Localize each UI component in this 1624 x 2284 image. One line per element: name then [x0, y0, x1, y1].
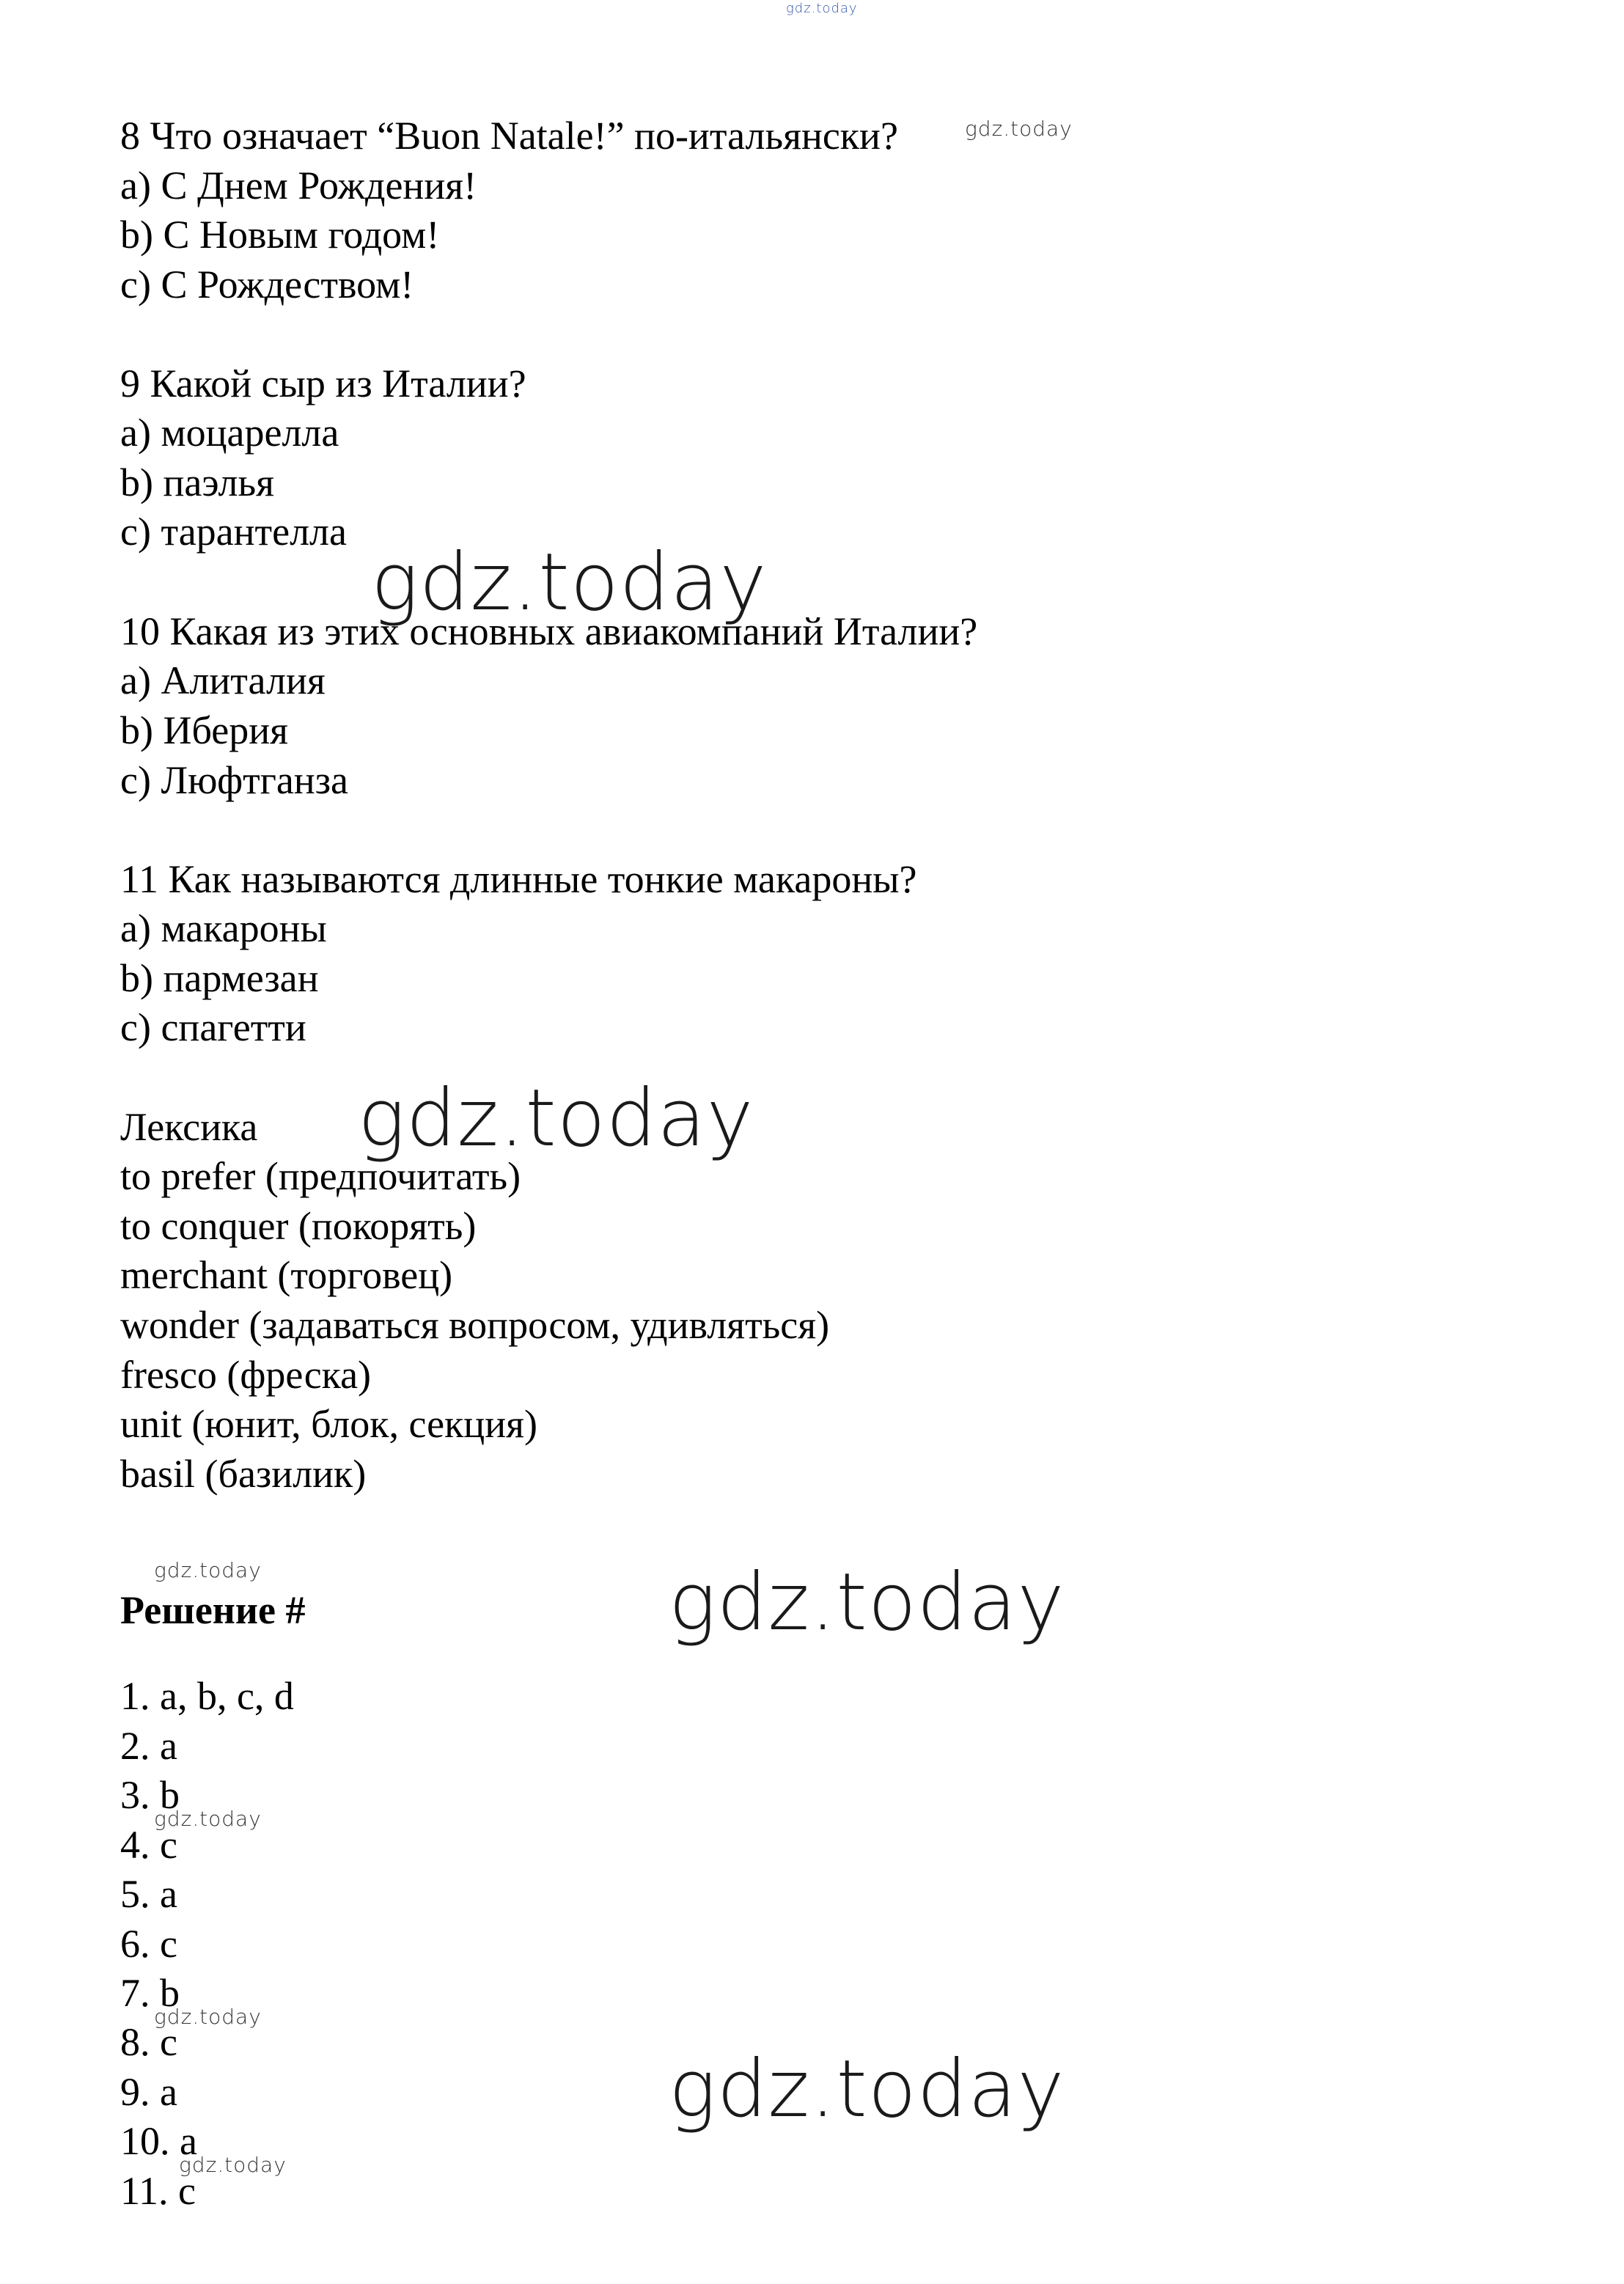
vocabulary-item: merchant (торговец): [120, 1253, 453, 1297]
question-10-option-c: c) Люфтганза: [120, 758, 349, 802]
vocabulary-item: to conquer (покорять): [120, 1204, 477, 1248]
question-11-text: 11 Как называются длинные тонкие макароны?: [120, 857, 917, 901]
vocabulary-item: fresco (фреска): [120, 1353, 372, 1397]
question-9-option-b: b) паэлья: [120, 460, 274, 504]
answer-item: 7. b: [120, 1971, 180, 2015]
question-11-option-b: b) пармезан: [120, 956, 319, 1000]
question-8-option-c: c) С Рождеством!: [120, 262, 414, 306]
question-9-text: 9 Какой сыр из Италии?: [120, 361, 526, 405]
question-11-option-c: c) спагетти: [120, 1005, 306, 1049]
watermark: gdz.today: [154, 2005, 262, 2029]
vocabulary-item: unit (юнит, блок, секция): [120, 1402, 537, 1446]
watermark: gdz.today: [179, 2153, 287, 2177]
solution-heading: Решение #: [120, 1588, 306, 1632]
answer-item: 10. a: [120, 2119, 197, 2163]
vocabulary-item: basil (базилик): [120, 1452, 367, 1496]
question-9-option-c: c) тарантелла: [120, 510, 347, 554]
answer-item: 4. c: [120, 1823, 177, 1867]
watermark: gdz.today: [358, 1073, 754, 1164]
answer-item: 1. a, b, c, d: [120, 1674, 294, 1718]
vocabulary-item: wonder (задаваться вопросом, удивляться): [120, 1303, 830, 1347]
question-8-option-a: a) С Днем Рождения!: [120, 164, 477, 208]
question-10-text: 10 Какая из этих основных авиакомпаний Италии?: [120, 609, 978, 653]
question-9-option-a: a) моцарелла: [120, 411, 339, 455]
answer-item: 3. b: [120, 1773, 180, 1817]
watermark: gdz.today: [669, 1557, 1065, 1648]
answer-item: 11. c: [120, 2169, 196, 2213]
watermark: gdz.today: [669, 2044, 1065, 2135]
watermark: gdz.today: [154, 1558, 262, 1582]
watermark: gdz.today: [154, 1807, 262, 1831]
vocabulary-item: to prefer (предпочитать): [120, 1154, 521, 1198]
answer-item: 8. c: [120, 2020, 177, 2064]
question-10-option-a: a) Алиталия: [120, 658, 326, 702]
answer-item: 5. a: [120, 1872, 177, 1916]
vocabulary-heading: Лексика: [120, 1105, 258, 1149]
watermark: gdz.today: [371, 537, 768, 628]
answer-item: 9. a: [120, 2070, 177, 2114]
question-11-option-a: a) макароны: [120, 906, 327, 950]
question-10-option-b: b) Иберия: [120, 708, 288, 752]
watermark: gdz.today: [965, 117, 1073, 141]
answer-item: 2. a: [120, 1724, 177, 1768]
answer-item: 6. c: [120, 1922, 177, 1966]
question-8-option-b: b) С Новым годом!: [120, 213, 440, 257]
watermark: gdz.today: [786, 1, 858, 16]
question-8-text: 8 Что означает “Buon Natale!” по-итальянски?: [120, 114, 898, 158]
